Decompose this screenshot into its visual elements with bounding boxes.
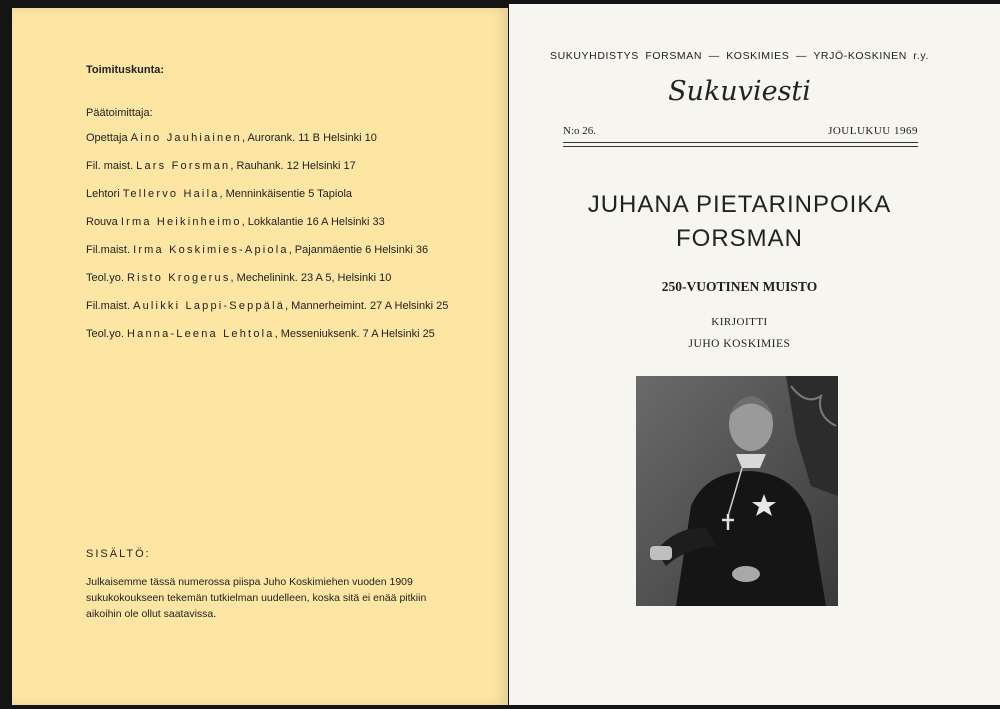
left-page <box>12 8 508 705</box>
article-title <box>509 188 970 256</box>
journal-name: Sukuviesti <box>668 76 811 107</box>
member-address: , Mechelinink. 23 A 5, Helsinki 10 <box>230 272 392 284</box>
member-title: Rouva <box>86 216 118 228</box>
issue-number: N:o 26. <box>563 125 596 137</box>
right-page <box>509 4 1000 705</box>
issue-info <box>563 125 918 137</box>
portrait-photo-icon <box>636 376 838 606</box>
list-item <box>86 124 506 152</box>
issue-date: JOULUKUU 1969 <box>828 125 918 137</box>
member-title: Fil. maist. <box>86 160 134 172</box>
editorial-board-heading: Toimituskunta: <box>86 64 165 76</box>
list-item <box>86 292 506 320</box>
list-item <box>86 208 506 236</box>
member-name: Tellervo Haila <box>122 188 220 200</box>
member-name: Irma Koskimies-Apiola <box>133 244 289 256</box>
written-by-label: KIRJOITTI <box>711 316 768 328</box>
member-address: , Rauhank. 12 Helsinki 17 <box>230 160 356 172</box>
member-title: Fil.maist. <box>86 300 130 312</box>
member-address: , Pajanmäentie 6 Helsinki 36 <box>288 244 429 256</box>
contents-text: Julkaisemme tässä numerossa piispa Juho Koskimiehen vuoden 1909 sukukokoukseen tekemän tutkielman uudelleen, koska sitä ei enää pitkiin aikoihin ole ollut saatavissa. <box>86 576 427 620</box>
member-name: Aino Jauhiainen <box>130 132 242 144</box>
list-item <box>86 180 506 208</box>
list-item <box>86 320 506 348</box>
portrait-photo <box>636 376 838 606</box>
member-address: , Menninkäisentie 5 Tapiola <box>219 188 353 200</box>
author-name: JUHO KOSKIMIES <box>688 338 791 350</box>
double-rule-divider <box>563 142 918 147</box>
list-item <box>86 236 506 264</box>
member-name: Aulikki Lappi-Seppälä <box>133 300 286 312</box>
member-address: , Mannerheimint. 27 A Helsinki 25 <box>285 300 449 312</box>
member-name: Lars Forsman <box>136 160 231 172</box>
member-name: Irma Heikinheimo <box>120 216 242 228</box>
list-item <box>86 264 506 292</box>
society-name: SUKUYHDISTYS FORSMAN — KOSKIMIES — YRJÖ-KOSKINEN r.y. <box>549 50 930 62</box>
member-address: , Lokkalantie 16 A Helsinki 33 <box>241 216 385 228</box>
article-subtitle: 250-VUOTINEN MUISTO <box>661 279 818 294</box>
member-name: Hanna-Leena Lehtola <box>126 328 275 340</box>
contents-heading: SISÄLTÖ: <box>86 548 151 560</box>
list-item <box>86 152 506 180</box>
member-title: Lehtori <box>86 188 120 200</box>
member-title: Opettaja <box>86 132 128 144</box>
member-address: , Messeniuksenk. 7 A Helsinki 25 <box>274 328 435 340</box>
editorial-board-list <box>86 124 506 348</box>
member-address: , Aurorank. 11 B Helsinki 10 <box>241 132 377 144</box>
member-title: Teol.yo. <box>86 328 124 340</box>
member-title: Teol.yo. <box>86 272 124 284</box>
article-title-line-2: FORSMAN <box>676 225 803 252</box>
member-title: Fil.maist. <box>86 244 130 256</box>
member-name: Risto Krogerus <box>126 272 231 284</box>
article-title-line-1: JUHANA PIETARINPOIKA <box>587 191 892 218</box>
editor-in-chief-label: Päätoimittaja: <box>86 107 153 119</box>
